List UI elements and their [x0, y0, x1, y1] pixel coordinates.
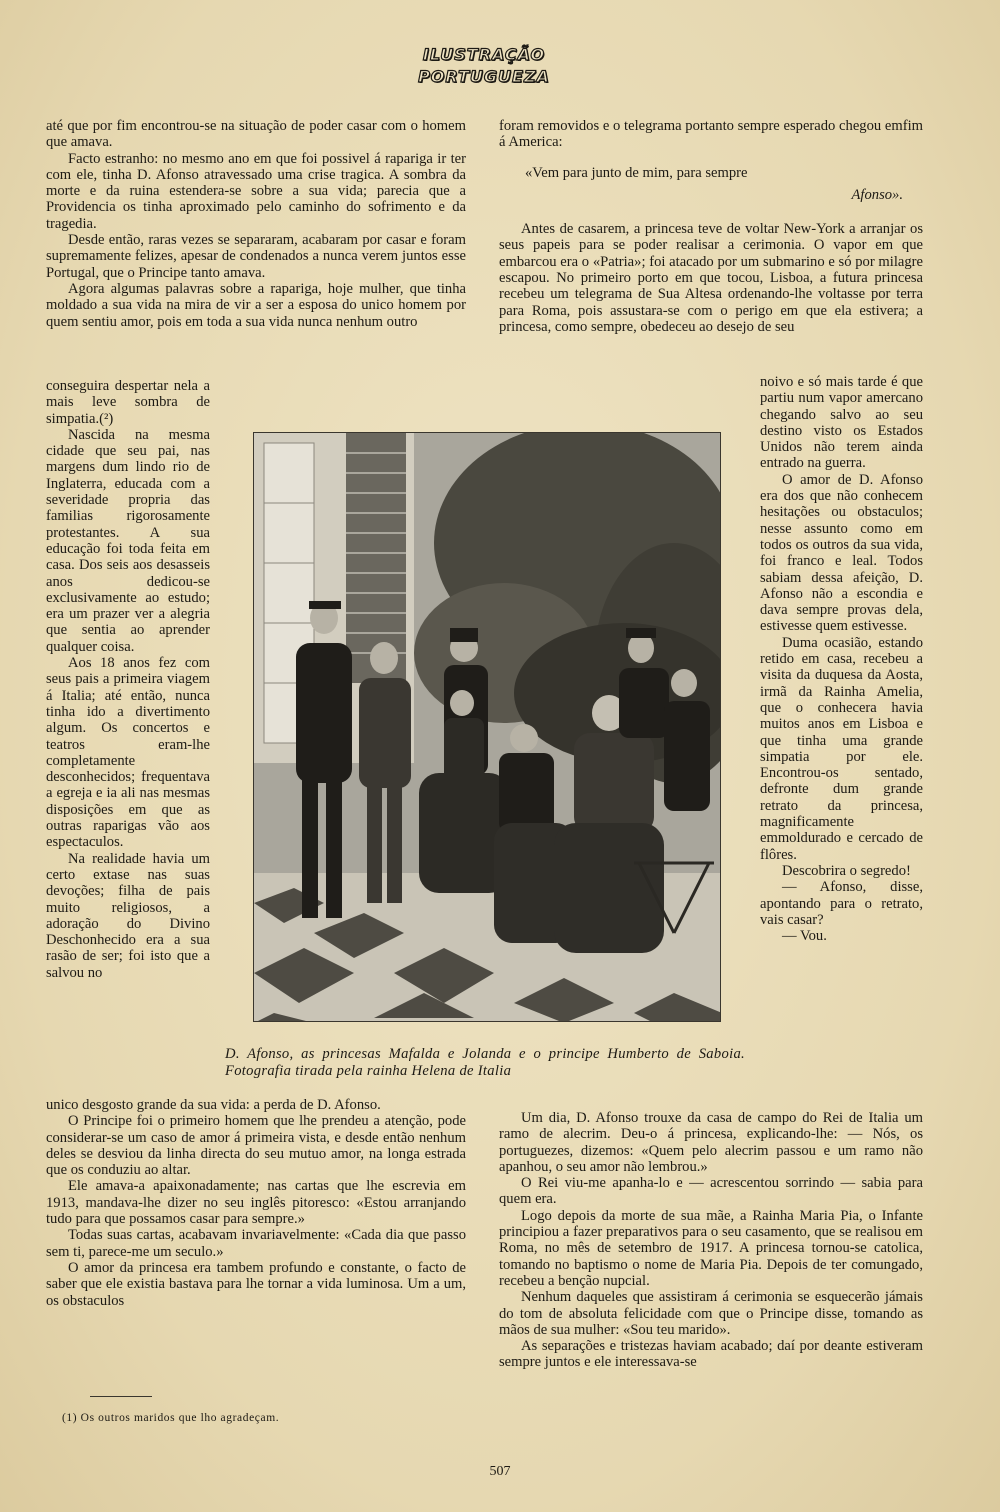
paragraph: Agora algumas palavras sobre a rapariga, hoje mulher, que tinha moldado a sua vida na mira de vir a ser a esposa do unico homem por quem sentiu amor, pois em toda a sua vida nunca nenhum outro [46, 280, 466, 330]
paragraph: Descobrira o segredo! [782, 862, 911, 879]
paragraph: unico desgosto grande da sua vida: a perda de D. Afonso. [46, 1097, 381, 1113]
paragraph: Antes de casarem, a princesa teve de voltar New-York a arranjar os seus papeis para se poder realisar a cerimonia. O vapor em que embarcou era o «Patria»; foi atacado por um submarino e só por milagre escapou. No primeiro porto em que tocou, Lisboa, a futura princesa recebeu um telegrama de Sua Altesa ordenando-lhe voltasse por terra para Roma, pois assustara-se com o perigo em que ela estivera; a princesa, como sempre, obedeceu ao desejo de seu [499, 221, 923, 335]
paragraph: noivo e só mais tarde é que partiu num vapor amercano chegando salvo ao seu destino visto os Estados Unidos não terem ainda entrado na guerra. [760, 374, 923, 472]
paragraph: conseguira despertar nela a mais leve sombra de simpatia.(²) [46, 378, 210, 427]
paragraph: O amor de D. Afonso era dos que não conhecem hesitações ou obstaculos; nesse assunto como em todos os outros da sua vida, foi franco e leal. Todos sabiam dessa afeição, D. Afonso não a escondia e dava sempre provas dela, estivesse quem estivesse. [760, 471, 923, 635]
paragraph: Desde então, raras vezes se separaram, acabaram por casar e foram supremamente felizes, apesar de condenados a nunca verem juntos esse Portugal, que o Principe tanto amava. [46, 232, 466, 281]
paragraph: Aos 18 anos fez com seus pais a primeira viagem á Italia; até então, nunca tinha ido a divertimento algum. Os concertos e teatros eram-lhe completamente desconhecidos; frequentava a egreja e ia ali nas mesmas disposições em que as outras raparigas vão aos espectaculos. [46, 655, 210, 851]
paragraph: Logo depois da morte de sua mãe, a Rainha Maria Pia, o Infante principiou a fazer preparativos para o seu casamento, que se realisou em Roma, no mês de setembro de 1917. A princesa tornou-se catolica, tomando no baptismo o nome de Maria Pia. Depois de ter comungado, recebeu a benção nupcial. [499, 1207, 923, 1289]
group-portrait-photograph [253, 432, 721, 1022]
paragraph: Na realidade havia um certo extase nas suas devoções; filha de pais muito religiosos, a adoração do Divino Deschonhecido era a sua rasão de ser; foi isto que a salvou no [46, 850, 210, 981]
left-column-narrow [46, 378, 210, 981]
left-column-top [46, 118, 466, 330]
paragraph: Todas suas cartas, acabavam invariavelmente: «Cada dia que passo sem ti, parece-me um seculo.» [46, 1227, 466, 1260]
right-column-bottom [499, 1110, 923, 1371]
paragraph: até que por fim encontrou-se na situação de poder casar com o homem que amava. [46, 118, 466, 151]
paragraph: Facto estranho: no mesmo ano em que foi possivel á rapariga ir ter com ele, tinha D. Afonso atravessado uma crise tragica. A sombra da morte e da ruina estendera-se sobre a sua vida; parecia que a Providencia os tinha aproximado pelo caminho do sofrimento e da tragedia. [46, 150, 466, 232]
paragraph: Nascida na mesma cidade que seu pai, nas margens dum lindo rio de Inglaterra, educada com a severidade propria das familias rigorosamente protestantes. A sua educação foi toda feita em casa. Dos seis aos desasseis anos dedicou-se exclusivamente ao estudo; era um prazer ver a alegria que sentia ao aprender qualquer coisa. [46, 426, 210, 655]
masthead-line-1: ILUSTRAÇÃO [422, 45, 546, 64]
paragraph: foram removidos e o telegrama portanto sempre esperado chegou emfim á America: [499, 118, 923, 151]
paragraph: — Vou. [782, 928, 827, 945]
paragraph: O Principe foi o primeiro homem que lhe prendeu a atenção, pode considerar-se um caso de amor á primeira vista, e desde então nenhum deles se desviou da linha directa do seu mutuo amor, na longa estrada que os conduziu ao altar. [46, 1113, 466, 1179]
paragraph: Nenhum daqueles que assistiram á cerimonia se esquecerão jámais do tom de absoluta felicidade com que o Principe disse, tomando as mãos de sua mulher: «Sou teu marido». [499, 1289, 923, 1338]
footnote: (1) Os outros maridos que lho agradeçam. [62, 1412, 280, 1424]
magazine-masthead-logo [412, 44, 556, 98]
left-column-bottom [46, 1097, 466, 1309]
paragraph: Ele amava-a apaixonadamente; nas cartas que lhe escrevia em 1913, mandava-lhe dizer no seu inglês pitoresco: «Estou arranjando tudo para que possamos casar para sempre.» [46, 1178, 466, 1228]
right-column-top [499, 118, 923, 335]
paragraph: O amor da princesa era tambem profundo e constante, o facto de saber que ele existia bastava para lhe tornar a vida luminosa. Um a um, os obstaculos [46, 1259, 466, 1309]
paragraph: Um dia, D. Afonso trouxe da casa de campo do Rei de Italia um ramo de alecrim. Deu-o á princesa, explicando-lhe: — Nós, os portuguezes, dizemos: «Quem pelo alecrim passou e um ramo não apanhou, o seu amor não lembrou.» [499, 1110, 923, 1175]
footnote-divider [90, 1396, 152, 1397]
paragraph: O Rei viu-me apanha-lo e — acrescentou sorrindo — sabia para quem era. [499, 1175, 923, 1208]
photo-caption: D. Afonso, as princesas Mafalda e Jolanda e o principe Humberto de Saboia. Fotografia tirada pela rainha Helena de Italia [225, 1046, 745, 1079]
paragraph: — Afonso, disse, apontando para o retrato, vais casar? [760, 879, 923, 928]
photo-illustration [254, 433, 721, 1022]
paragraph: Duma ocasião, estando retido em casa, recebeu a visita da duquesa da Aosta, irmã da Rainha Amelia, que o conhecera havia muitos anos em Lisboa e que tinha uma grande simpatia por ele. Encontrou-os sentado, defronte dum grande retrato da princesa, magnificamente emmoldurado e cercado de flôres. [760, 634, 923, 863]
paragraph: As separações e tristezas haviam acabado; daí por deante estiveram sempre juntos e ele interessava-se [499, 1338, 923, 1371]
page-number: 507 [489, 1464, 511, 1479]
right-column-narrow [760, 374, 923, 944]
telegram-signature: Afonso». [851, 186, 903, 203]
telegram-verse: «Vem para junto de mim, para sempre [525, 164, 748, 181]
masthead-line-2: PORTUGUEZA [418, 67, 550, 86]
